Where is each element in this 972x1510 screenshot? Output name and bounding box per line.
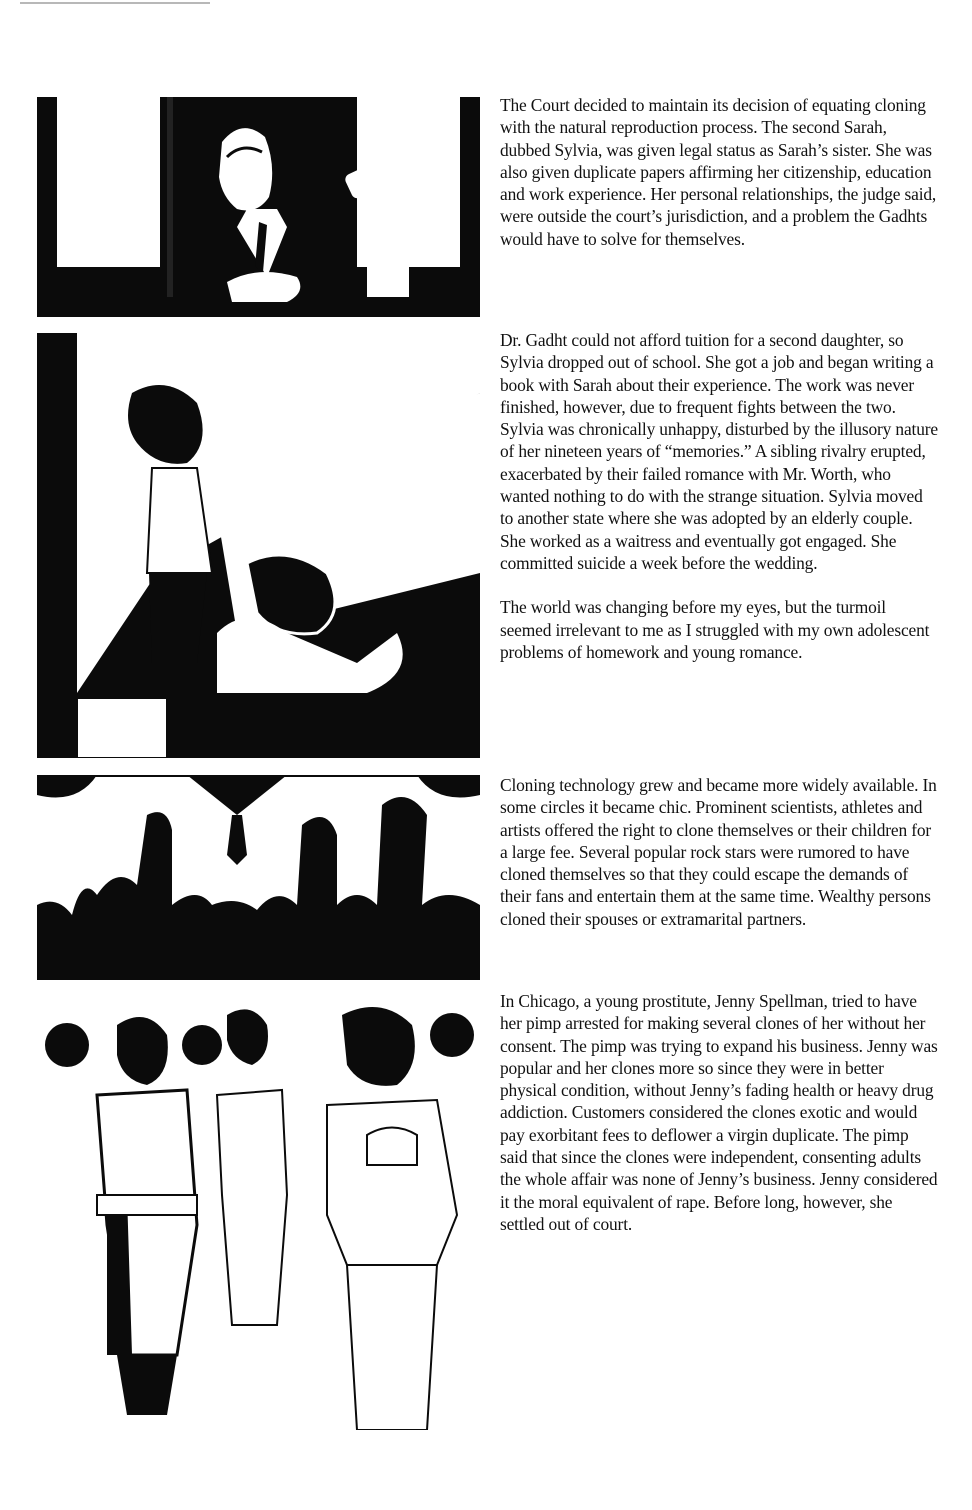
section-3-text (500, 774, 940, 952)
concert-drawing (37, 775, 480, 980)
section-2-text (500, 329, 940, 685)
paragraph: In Chicago, a young prostitute, Jenny Spellman, tried to have her pimp arrested for making several clones of her without her consent. The pimp was trying to expand his business. Jenny was popular and her clones more so since they were in better physical condition, without Jenny’s fading health or heavy drug addiction. Customers considered the clones exotic and would pay exorbitant fees to deflower a virgin duplicate. The pimp said that since the clones were independent, consenting adults the whole affair was none of Jenny’s business. Jenny considered it the moral equivalent of rape. Before long, however, she settled out of court. (500, 991, 938, 1234)
panel-two-women-illustration (37, 333, 480, 758)
top-edge-mark (20, 2, 210, 4)
panel-judge-illustration (37, 97, 480, 317)
paragraph: Cloning technology grew and became more widely available. In some circles it became chic. Prominent scientists, athletes and artists offered the right to clone themselves or their children for a large fee. Several popular rock stars were rumored to have cloned themselves so that they could escape the demands of their fans and entertain them at the same time. Wealthy persons cloned their spouses or extramarital partners. (500, 775, 937, 929)
section-1-text (500, 94, 940, 272)
women-group-drawing (37, 995, 480, 1430)
paragraph: Dr. Gadht could not afford tuition for a second daughter, so Sylvia dropped out of school. She got a job and began writing a book with Sarah about their experience. The work was never finished, however, due to frequent fights between the two. Sylvia was chronically unhappy, disturbed by the illusory nature of her nineteen years of “memories.” A sibling rivalry erupted, exacerbated by their failed romance with Mr. Worth, who wanted nothing to do with the strange situation. Sylvia moved to another state where she was adopted by an elderly couple. She worked as a waitress and eventually got engaged. She committed suicide a week before the wedding. (500, 330, 938, 573)
paragraph: The Court decided to maintain its decision of equating cloning with the natural reproduction process. The second Sarah, dubbed Sylvia, was given legal status as Sarah’s sister. She was also given duplicate papers affirming her citizenship, education and work experience. Her personal relationships, the judge said, were outside the court’s jurisdiction, and a problem the Gadhts would have to solve for themselves. (500, 95, 937, 249)
panel-women-group-illustration (37, 995, 480, 1430)
judge-drawing (37, 97, 480, 317)
panel-concert-illustration (37, 775, 480, 980)
section-4-text (500, 990, 940, 1257)
paragraph: The world was changing before my eyes, but the turmoil seemed irrelevant to me as I struggled with my own adolescent problems of homework and young romance. (500, 597, 930, 662)
two-women-drawing (37, 333, 480, 758)
